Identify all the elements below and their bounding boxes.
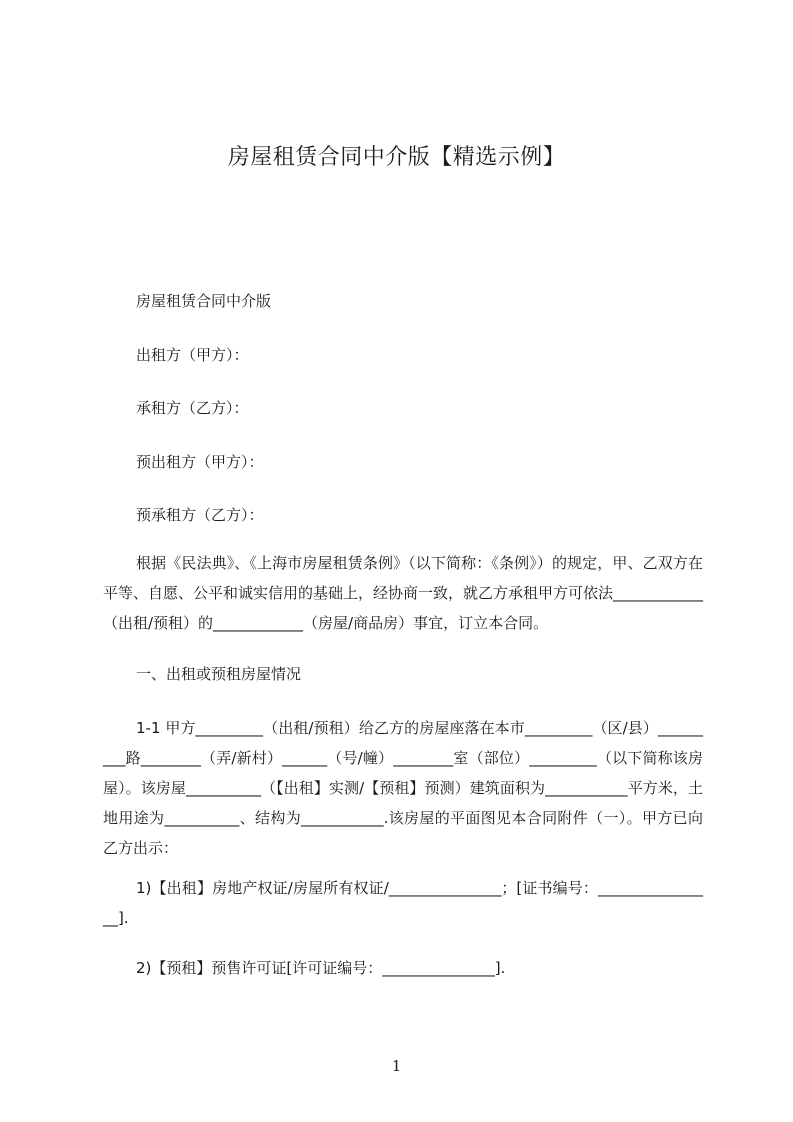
lessor-field-label: 出租方（甲方）： <box>136 346 249 364</box>
pre-lessor-field-label: 预出租方（甲方）： <box>136 453 264 471</box>
document-title: 房屋租赁合同中介版【精选示例】 <box>227 145 566 170</box>
item-2-paragraph: 2)【预租】预售许可证[许可证编号：_______________]. <box>136 959 506 977</box>
contract-subtitle: 房屋租赁合同中介版 <box>136 292 272 310</box>
clause-1-1-paragraph: 1-1 甲方_________（出租/预租）给乙方的房屋座落在本市_________（区/县）_________路________（弄/新村）______（号/幢）________室（部位）_________（以下简称该房屋）。该房屋__________（【出租】实测/【预租】预测）建筑面积为___________平方米，土地用途为__________、结构为___________.该房屋的平面图见本合同附件（一）。甲方已向乙方出示： <box>103 719 703 857</box>
pre-lessee-field-label: 预承租方（乙方）： <box>136 506 264 524</box>
preamble-paragraph: 根据《民法典》、《上海市房屋租赁条例》（以下简称：《条例》）的规定，甲、乙双方在平等、自愿、公平和诚实信用的基础上，经协商一致，就乙方承租甲方可依法____________（出租/预租）的____________（房屋/商品房）事宜，订立本合同。 <box>103 554 704 632</box>
lessee-field-label: 承租方（乙方）： <box>136 399 249 417</box>
page-number: 1 <box>391 1057 402 1075</box>
item-1-paragraph: 1)【出租】房地产权证/房屋所有权证/_______________；[证书编号：________________]. <box>103 879 703 927</box>
section-1-heading: 一、出租或预租房屋情况 <box>136 665 302 683</box>
